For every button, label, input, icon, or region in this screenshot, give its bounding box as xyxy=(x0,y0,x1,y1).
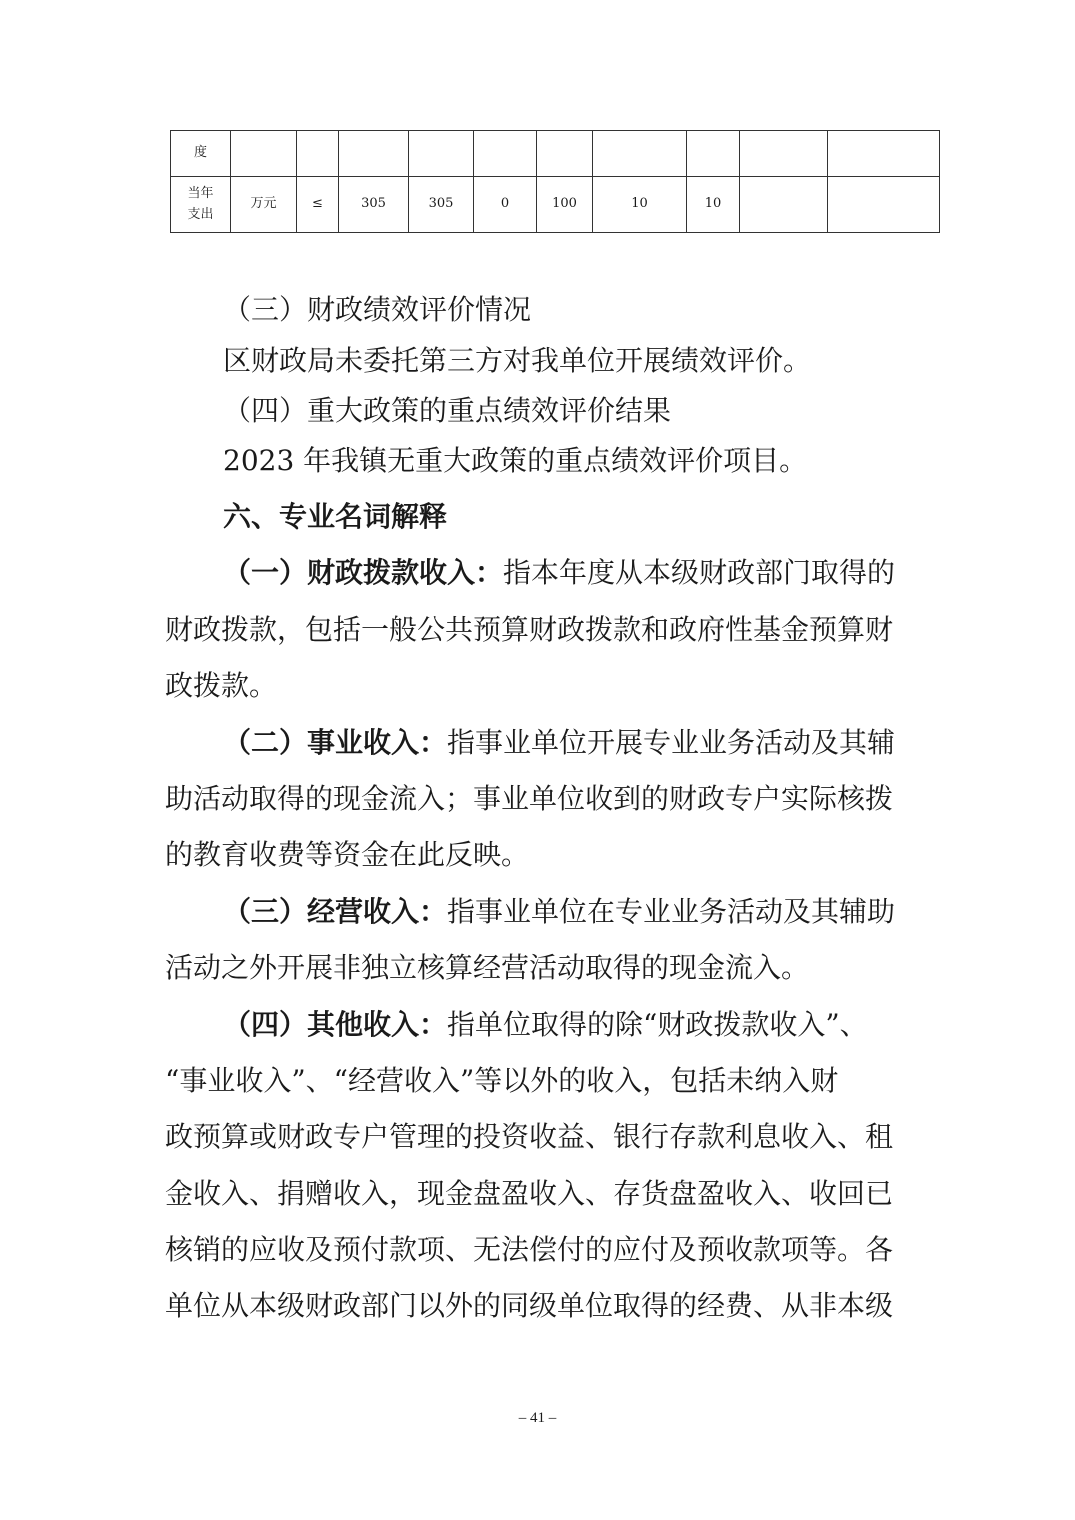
section-body-4: 2023 年我镇无重大政策的重点绩效评价项目。 xyxy=(223,444,808,477)
term-2-line-1: （二）事业收入：指事业单位开展专业业务活动及其辅 xyxy=(223,726,896,759)
term-1-line-3: 政拨款。 xyxy=(165,669,278,702)
term-4-label: （四）其他收入： xyxy=(223,1008,448,1041)
term-2-label: （二）事业收入： xyxy=(223,726,448,759)
performance-table xyxy=(170,130,940,233)
table-cell-value: 0 xyxy=(474,177,537,233)
term-1-label: （一）财政拨款收入： xyxy=(223,556,504,589)
term-2-line-2: 助活动取得的现金流入；事业单位收到的财政专户实际核拨 xyxy=(165,782,894,815)
term-4-line-4: 金收入、捐赠收入，现金盘盈收入、存货盘盈收入、收回已 xyxy=(165,1177,894,1210)
table-cell-unit: 万元 xyxy=(231,177,297,233)
section-body-3: 区财政局未委托第三方对我单位开展绩效评价。 xyxy=(223,344,812,377)
page-number: – 41 – xyxy=(518,1410,557,1426)
table-cell-value: 305 xyxy=(339,177,409,233)
label-line-1: 当年 xyxy=(187,185,214,201)
table-cell-value: 10 xyxy=(593,177,687,233)
section-heading-6: 六、专业名词解释 xyxy=(223,500,448,533)
table-cell-label: 度 xyxy=(171,131,231,177)
section-heading-4: （四）重大政策的重点绩效评价结果 xyxy=(223,394,672,427)
term-4-line-1: （四）其他收入：指单位取得的除“财政拨款收入”、 xyxy=(223,1008,868,1041)
table-row xyxy=(171,131,940,177)
term-1-line-1: （一）财政拨款收入：指本年度从本级财政部门取得的 xyxy=(223,556,896,589)
term-2-line-3: 的教育收费等资金在此反映。 xyxy=(165,838,530,871)
term-4-line-2: “事业收入”、“经营收入”等以外的收入，包括未纳入财 xyxy=(165,1064,839,1097)
section-heading-3: （三）财政绩效评价情况 xyxy=(223,293,532,326)
table-cell-operator: ≤ xyxy=(297,177,339,233)
table-cell-value: 10 xyxy=(687,177,740,233)
term-3-label: （三）经营收入： xyxy=(223,895,448,928)
term-4-line-6: 单位从本级财政部门以外的同级单位取得的经费、从非本级 xyxy=(165,1289,894,1322)
label-line-2: 支出 xyxy=(187,206,214,222)
term-3-line-2: 活动之外开展非独立核算经营活动取得的现金流入。 xyxy=(165,951,810,984)
term-3-line-1: （三）经营收入：指事业单位在专业业务活动及其辅助 xyxy=(223,895,896,928)
table-cell-value: 100 xyxy=(537,177,593,233)
term-1-line-2: 财政拨款，包括一般公共预算财政拨款和政府性基金预算财 xyxy=(165,613,894,646)
table-cell-value: 305 xyxy=(409,177,474,233)
table-cell-label xyxy=(171,177,231,233)
term-4-line-5: 核销的应收及预付款项、无法偿付的应付及预收款项等。各 xyxy=(165,1233,894,1266)
term-4-line-3: 政预算或财政专户管理的投资收益、银行存款利息收入、租 xyxy=(165,1120,894,1153)
table-row xyxy=(171,177,940,233)
